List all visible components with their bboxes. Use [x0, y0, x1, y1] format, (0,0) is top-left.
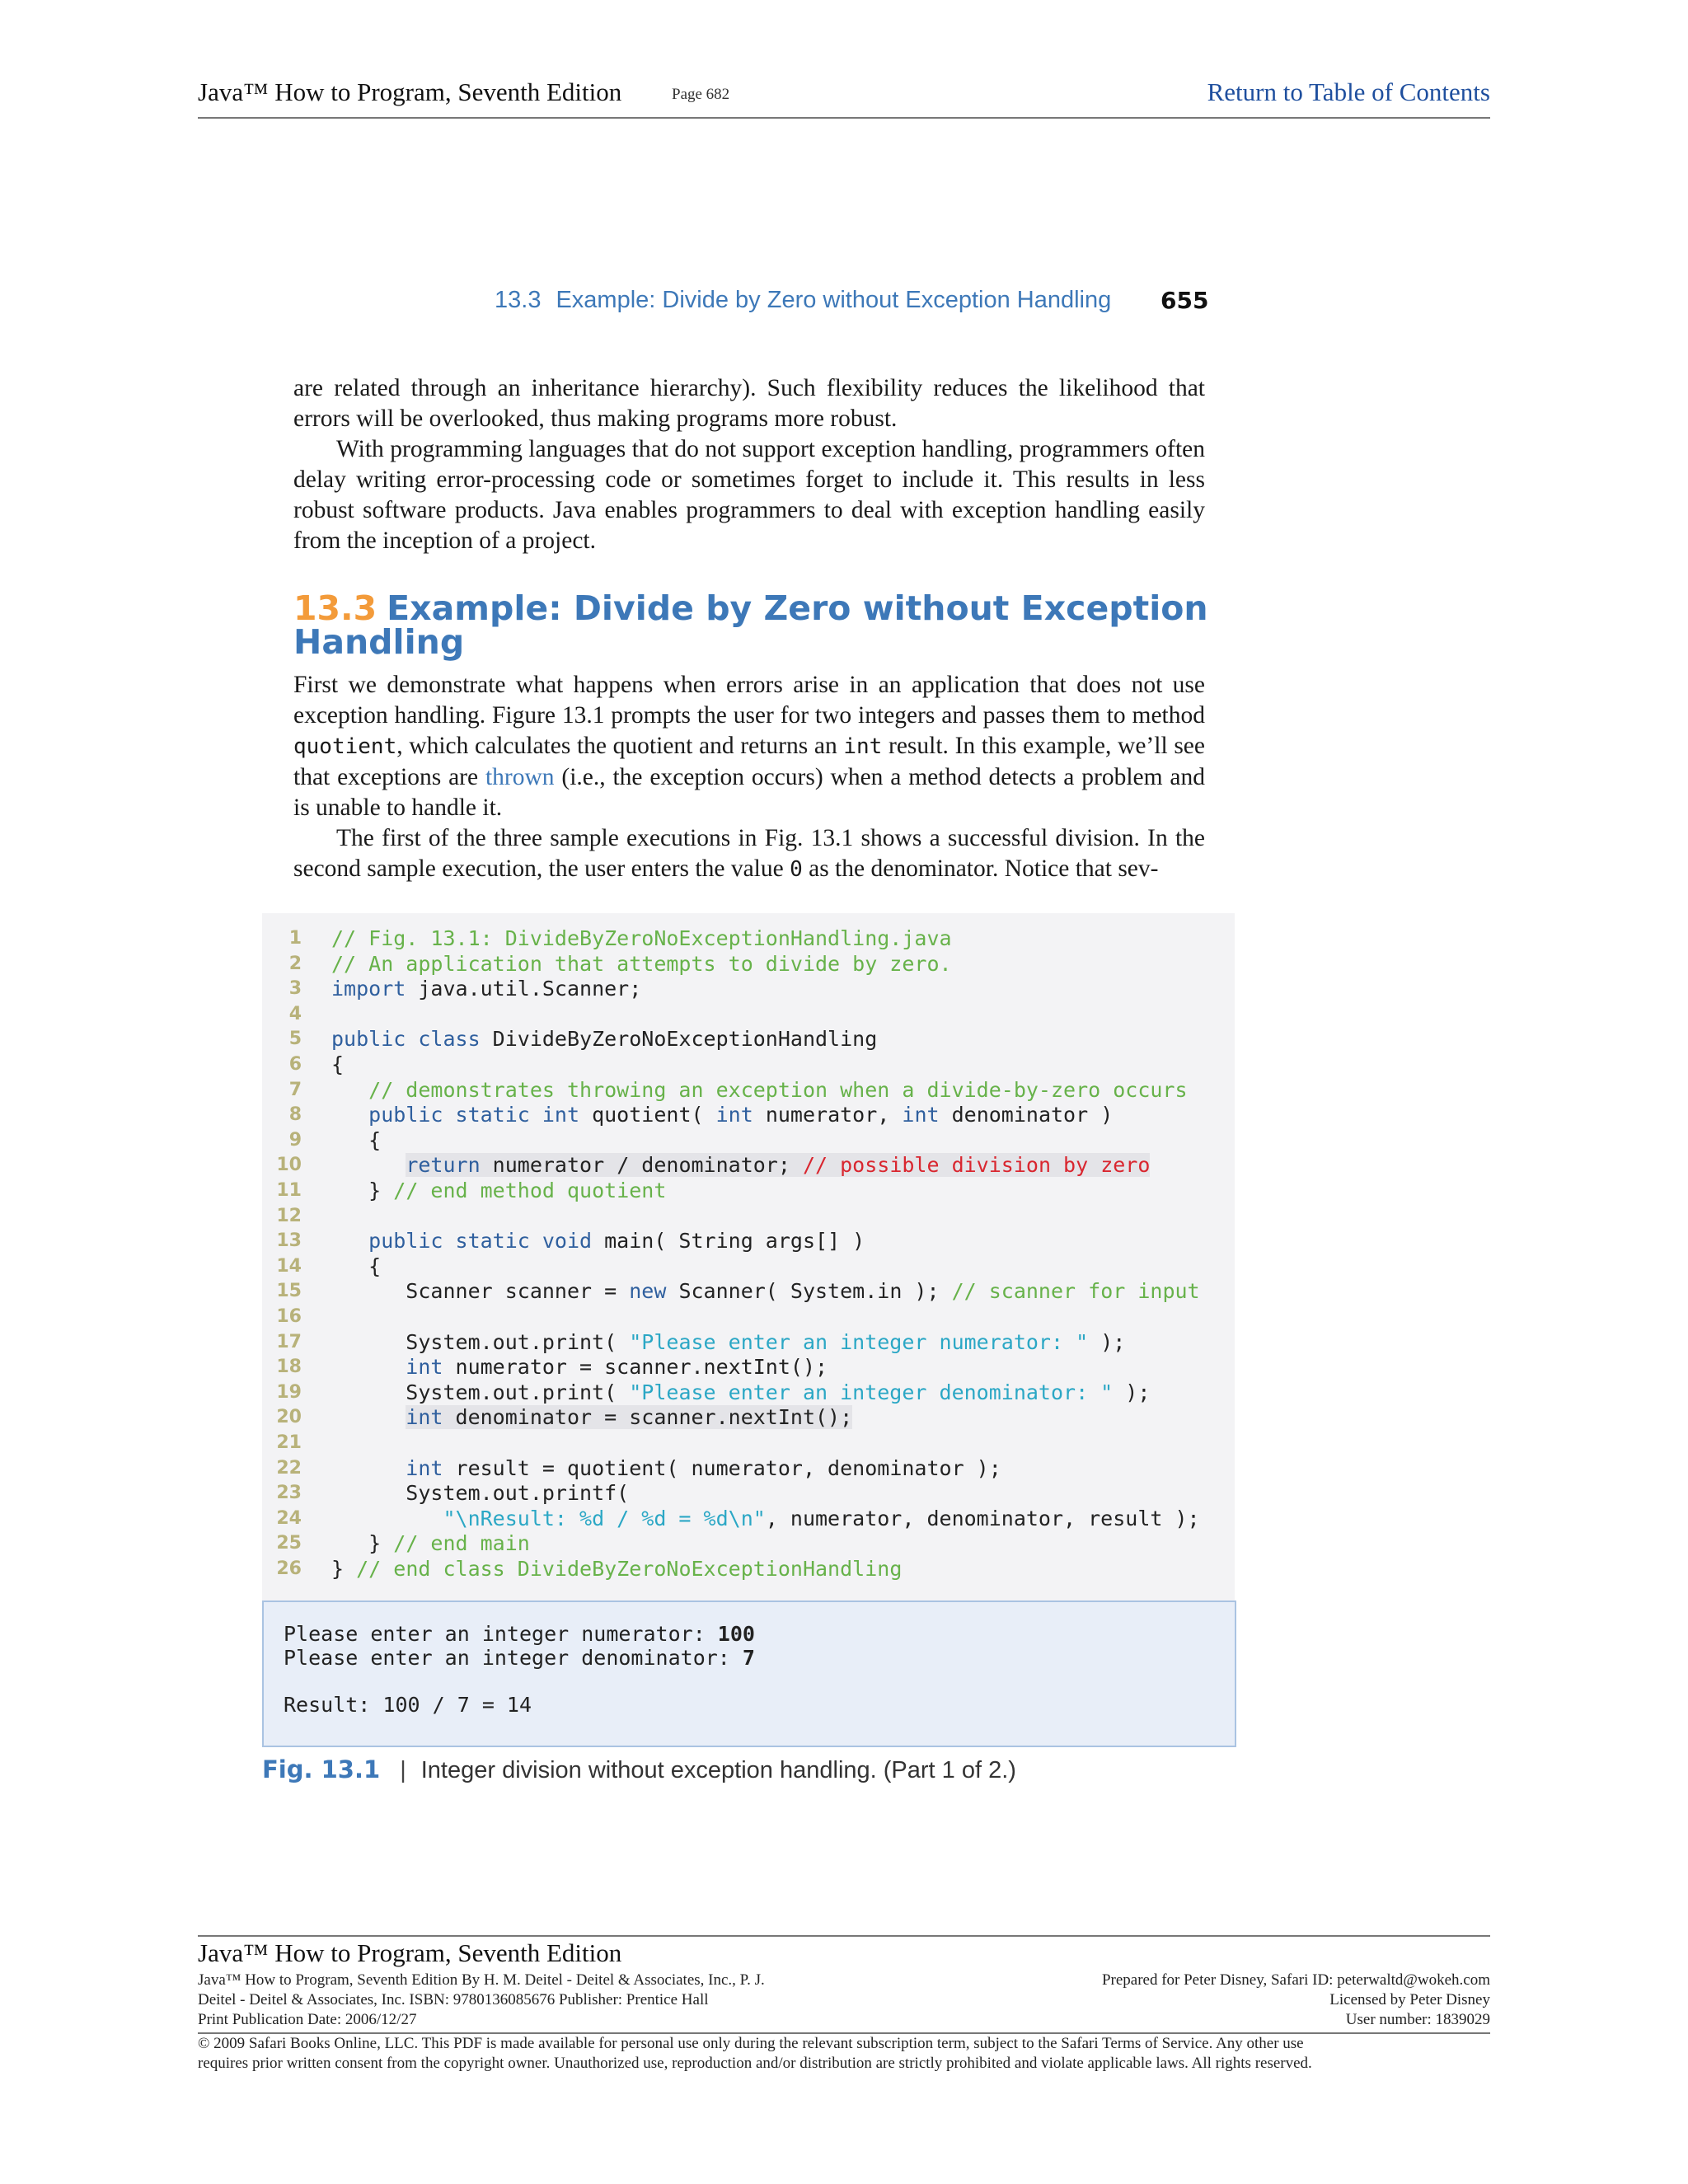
section-paragraph-2: The first of the three sample executions in Fig. 13.1 shows a successful division. In the second sample execution, the user enters the value 0 as the denominator. Notice that sev-	[293, 825, 1205, 882]
page-label: Page 682	[672, 86, 730, 103]
running-head	[495, 287, 1111, 314]
inline-code-zero: 0	[790, 857, 803, 882]
output-line: Please enter an integer numerator: 100	[284, 1622, 755, 1646]
top-header	[198, 76, 1490, 119]
output-input-value: 100	[717, 1622, 755, 1646]
footer-title: Java™ How to Program, Seventh Edition	[198, 1938, 622, 1967]
figure-label: Fig. 13.1	[262, 1755, 381, 1783]
output-line: Please enter an integer denominator: 7	[284, 1646, 755, 1670]
output-input-value: 7	[742, 1646, 755, 1670]
footer-legal-1: © 2009 Safari Books Online, LLC. This PDF is made available for personal use only during the relevant subscription term, subject to the Safari Terms of Service. Any other use	[198, 2035, 1304, 2052]
figure-caption	[262, 1755, 1016, 1784]
running-head-title: Example: Divide by Zero without Exception Handling	[556, 287, 1112, 313]
term-thrown: thrown	[485, 764, 555, 790]
footer-legal-2: requires prior written consent from the copyright owner. Unauthorized use, reproduction and/or distribution are strictly prohibited and violate applicable laws. All rights reserved.	[198, 2055, 1312, 2072]
section-number: 13.3	[293, 588, 377, 628]
footer-prepared-for: Prepared for Peter Disney, Safari ID: peterwaltd@wokeh.com	[1101, 1971, 1490, 1989]
code-listing: 1 // Fig. 13.1: DivideByZeroNoExceptionHandling.java 2 // An application that attempts to divide by zero. 3 import java.util.Scanner; 4 5 public class DivideByZeroNoExceptionHandling 6 { 7 // demonstrates throwing an exception when a divide-by-zero occurs 8 public static int quotient( int numerator, int denominator ) 9 { 10 return numerator / denominator; // possible division by zero 11 } // end method quotient 12 13 public static void main( String args[] ) 14 { 15 Scanner scanner = new Scanner( System.in ); // scanner for input 16 17 System.out.print( "Please enter an integer numerator: " ); 18 int numerator = scanner.nextInt(); 19 System.out.print( "Please enter an integer denominator: " ); 20 int denominator = scanner.nextInt(); 21 22 int result = quotient( numerator, denominator ); 23 System.out.printf( 24 "\nResult: %d / %d = %d\n", numerator, denominator, result ); 25 } // end main 26 } // end class DivideByZeroNoExceptionHandling	[262, 913, 1235, 1602]
caption-divider: |	[400, 1757, 406, 1783]
highlighted-statement: return numerator / denominator; // possible division by zero	[406, 1153, 1151, 1178]
intro-text	[293, 373, 1205, 556]
book-title: Java™ How to Program, Seventh Edition	[198, 77, 622, 106]
intro-paragraph-2: With programming languages that do not support exception handling, programmers often delay writing error-processing code or sometimes forget to include it. This results in less robust software products. Java enables programmers to deal with exception handling easily from the inception of a project.	[293, 436, 1205, 554]
footer-publication-date: Print Publication Date: 2006/12/27	[198, 2011, 417, 2028]
footer-user-number: User number: 1839029	[1345, 2011, 1490, 2028]
figure-caption-text: Integer division without exception handling. (Part 1 of 2.)	[420, 1757, 1016, 1783]
page-number: 655	[1160, 287, 1209, 314]
return-to-toc-link[interactable]: Return to Table of Contents	[1207, 77, 1490, 106]
section-title: Example: Divide by Zero without Exception Handling	[293, 588, 1208, 662]
highlighted-statement: int denominator = scanner.nextInt();	[406, 1405, 853, 1430]
running-head-section: 13.3	[495, 287, 542, 313]
section-paragraph-1: First we demonstrate what happens when errors arise in an application that does not use exception handling. Figure 13.1 prompts the user for two integers and passes them to method quotient, which calculates the quotient and returns an int result. In this example, we’ll see that exceptions are thrown (i.e., the exception occurs) when a method detects a problem and is unable to handle it.	[293, 672, 1205, 821]
inline-code-int: int	[843, 734, 883, 759]
footer-divider	[198, 2032, 1490, 2034]
footer-divider	[198, 1935, 1490, 1937]
section-text	[293, 670, 1205, 885]
footer-licensed-by: Licensed by Peter Disney	[1329, 1991, 1490, 2008]
section-heading	[293, 588, 1217, 662]
intro-paragraph-1: are related through an inheritance hierarchy). Such flexibility reduces the likelihood that errors will be overlooked, thus making programs more robust.	[293, 375, 1205, 432]
inline-code-quotient: quotient	[293, 734, 397, 759]
program-output	[262, 1601, 1236, 1747]
footer-book-info: Java™ How to Program, Seventh Edition By H. M. Deitel - Deitel & Associates, Inc., P. J.	[198, 1971, 765, 1989]
footer-isbn: Deitel - Deitel & Associates, Inc. ISBN: 9780136085676 Publisher: Prentice Hall	[198, 1991, 709, 2008]
output-line: Result: 100 / 7 = 14	[284, 1693, 532, 1717]
